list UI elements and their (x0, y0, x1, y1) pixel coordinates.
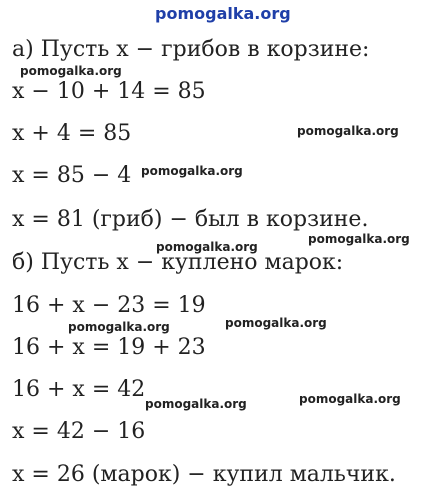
equation-a-4-answer: x = 81 (гриб) − был в корзине. (12, 207, 369, 232)
equation-b-1: 16 + x − 23 = 19 (12, 293, 206, 318)
watermark-mark: pomogalka.org (308, 232, 410, 246)
equation-a-1: x − 10 + 14 = 85 (12, 79, 206, 104)
watermark-mark: pomogalka.org (297, 124, 399, 138)
equation-b-4: x = 42 − 16 (12, 419, 146, 444)
watermark-mark: pomogalka.org (299, 392, 401, 406)
equation-b-2: 16 + x = 19 + 23 (12, 335, 206, 360)
equation-b-5-answer: x = 26 (марок) − купил мальчик. (12, 462, 396, 487)
equation-a-2: x + 4 = 85 (12, 121, 132, 146)
equation-b-3: 16 + x = 42 (12, 377, 146, 402)
watermark-mark: pomogalka.org (145, 397, 247, 411)
watermark-mark: pomogalka.org (141, 164, 243, 178)
watermark-top: pomogalka.org (155, 4, 291, 23)
watermark-mark: pomogalka.org (20, 64, 122, 78)
part-b-heading: б) Пусть x − куплено марок: (12, 250, 344, 275)
part-a-heading: а) Пусть x − грибов в корзине: (12, 37, 370, 62)
watermark-mark: pomogalka.org (225, 316, 327, 330)
equation-a-3: x = 85 − 4 (12, 163, 132, 188)
watermark-mark: pomogalka.org (68, 320, 170, 334)
watermark-mark: pomogalka.org (156, 240, 258, 254)
